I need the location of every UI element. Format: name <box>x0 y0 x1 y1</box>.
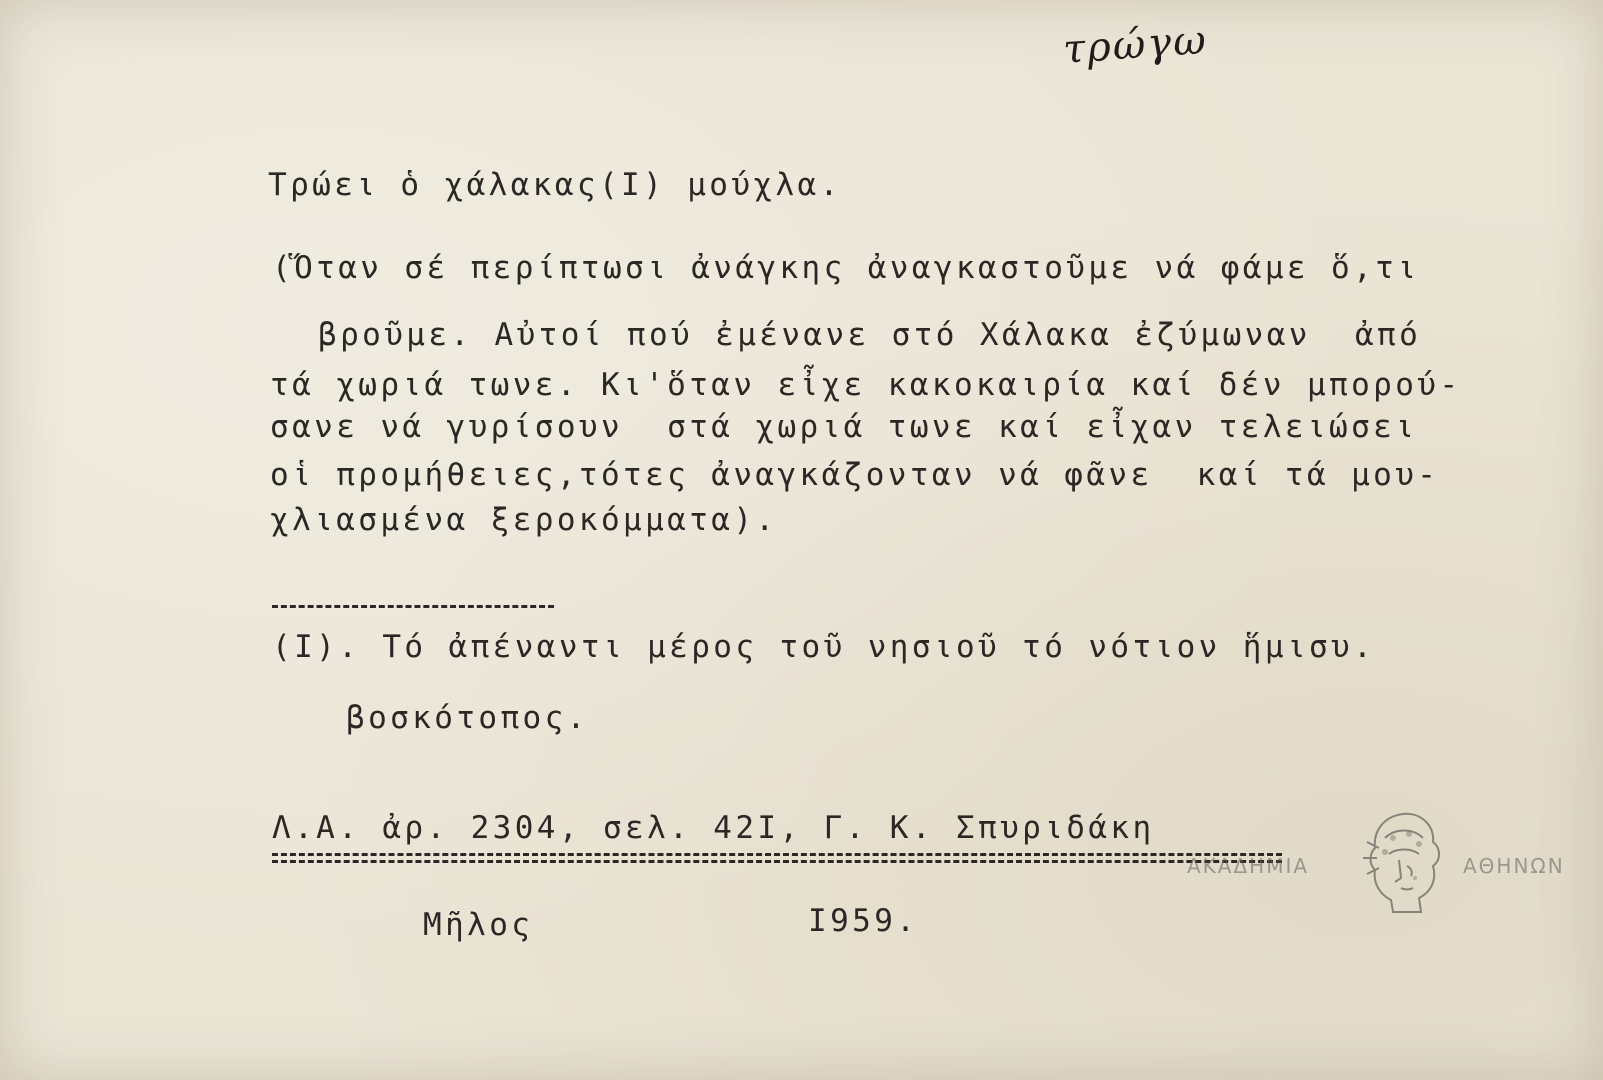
body-line: οἱ προμήθειες,τότες ἀναγκάζονταν νά φᾶνε καί τά μου- <box>270 457 1440 493</box>
watermark-text-left: ΑΚΑΔΗΜΙΑ <box>1187 854 1310 878</box>
reference-underline <box>272 853 1282 856</box>
watermark-text-right: ΑΘΗΝΩΝ <box>1463 854 1565 878</box>
place-name: Μῆλος <box>423 907 534 943</box>
reference-underline <box>272 860 1282 863</box>
entry-headline: Τρώει ὁ χάλακας(Ι) μούχλα. <box>268 167 842 203</box>
footnote-separator <box>272 605 554 608</box>
academy-seal-icon <box>1355 808 1455 916</box>
year: Ι959. <box>808 903 919 939</box>
body-line: σανε νά γυρίσουν στά χωριά τωνε καί εἶχαν τελειώσει <box>270 409 1418 445</box>
handwritten-heading: τρώγω <box>1061 17 1210 73</box>
body-line: βροῦμε. Αὐτοί πού ἐμένανε στό Χάλακα ἐζύμωναν ἀπό <box>318 317 1422 353</box>
footnote-line: (Ι). Τό ἀπέναντι μέρος τοῦ νησιοῦ τό νότιον ἥμισυ. <box>272 629 1376 665</box>
body-line: (Ὅταν σέ περίπτωσι ἀνάγκης ἀναγκαστοῦμε νά φάμε ὅ,τι <box>272 250 1420 286</box>
source-reference: Λ.Α. ἀρ. 2304, σελ. 42Ι, Γ. Κ. Σπυριδάκη <box>272 810 1155 846</box>
footnote-line: βοσκότοπος. <box>346 700 589 736</box>
body-line: χλιασμένα ξεροκόμματα). <box>270 502 778 538</box>
body-line: τά χωριά τωνε. Κι'ὅταν εἶχε κακοκαιρία καί δέν μπορού- <box>270 367 1462 403</box>
